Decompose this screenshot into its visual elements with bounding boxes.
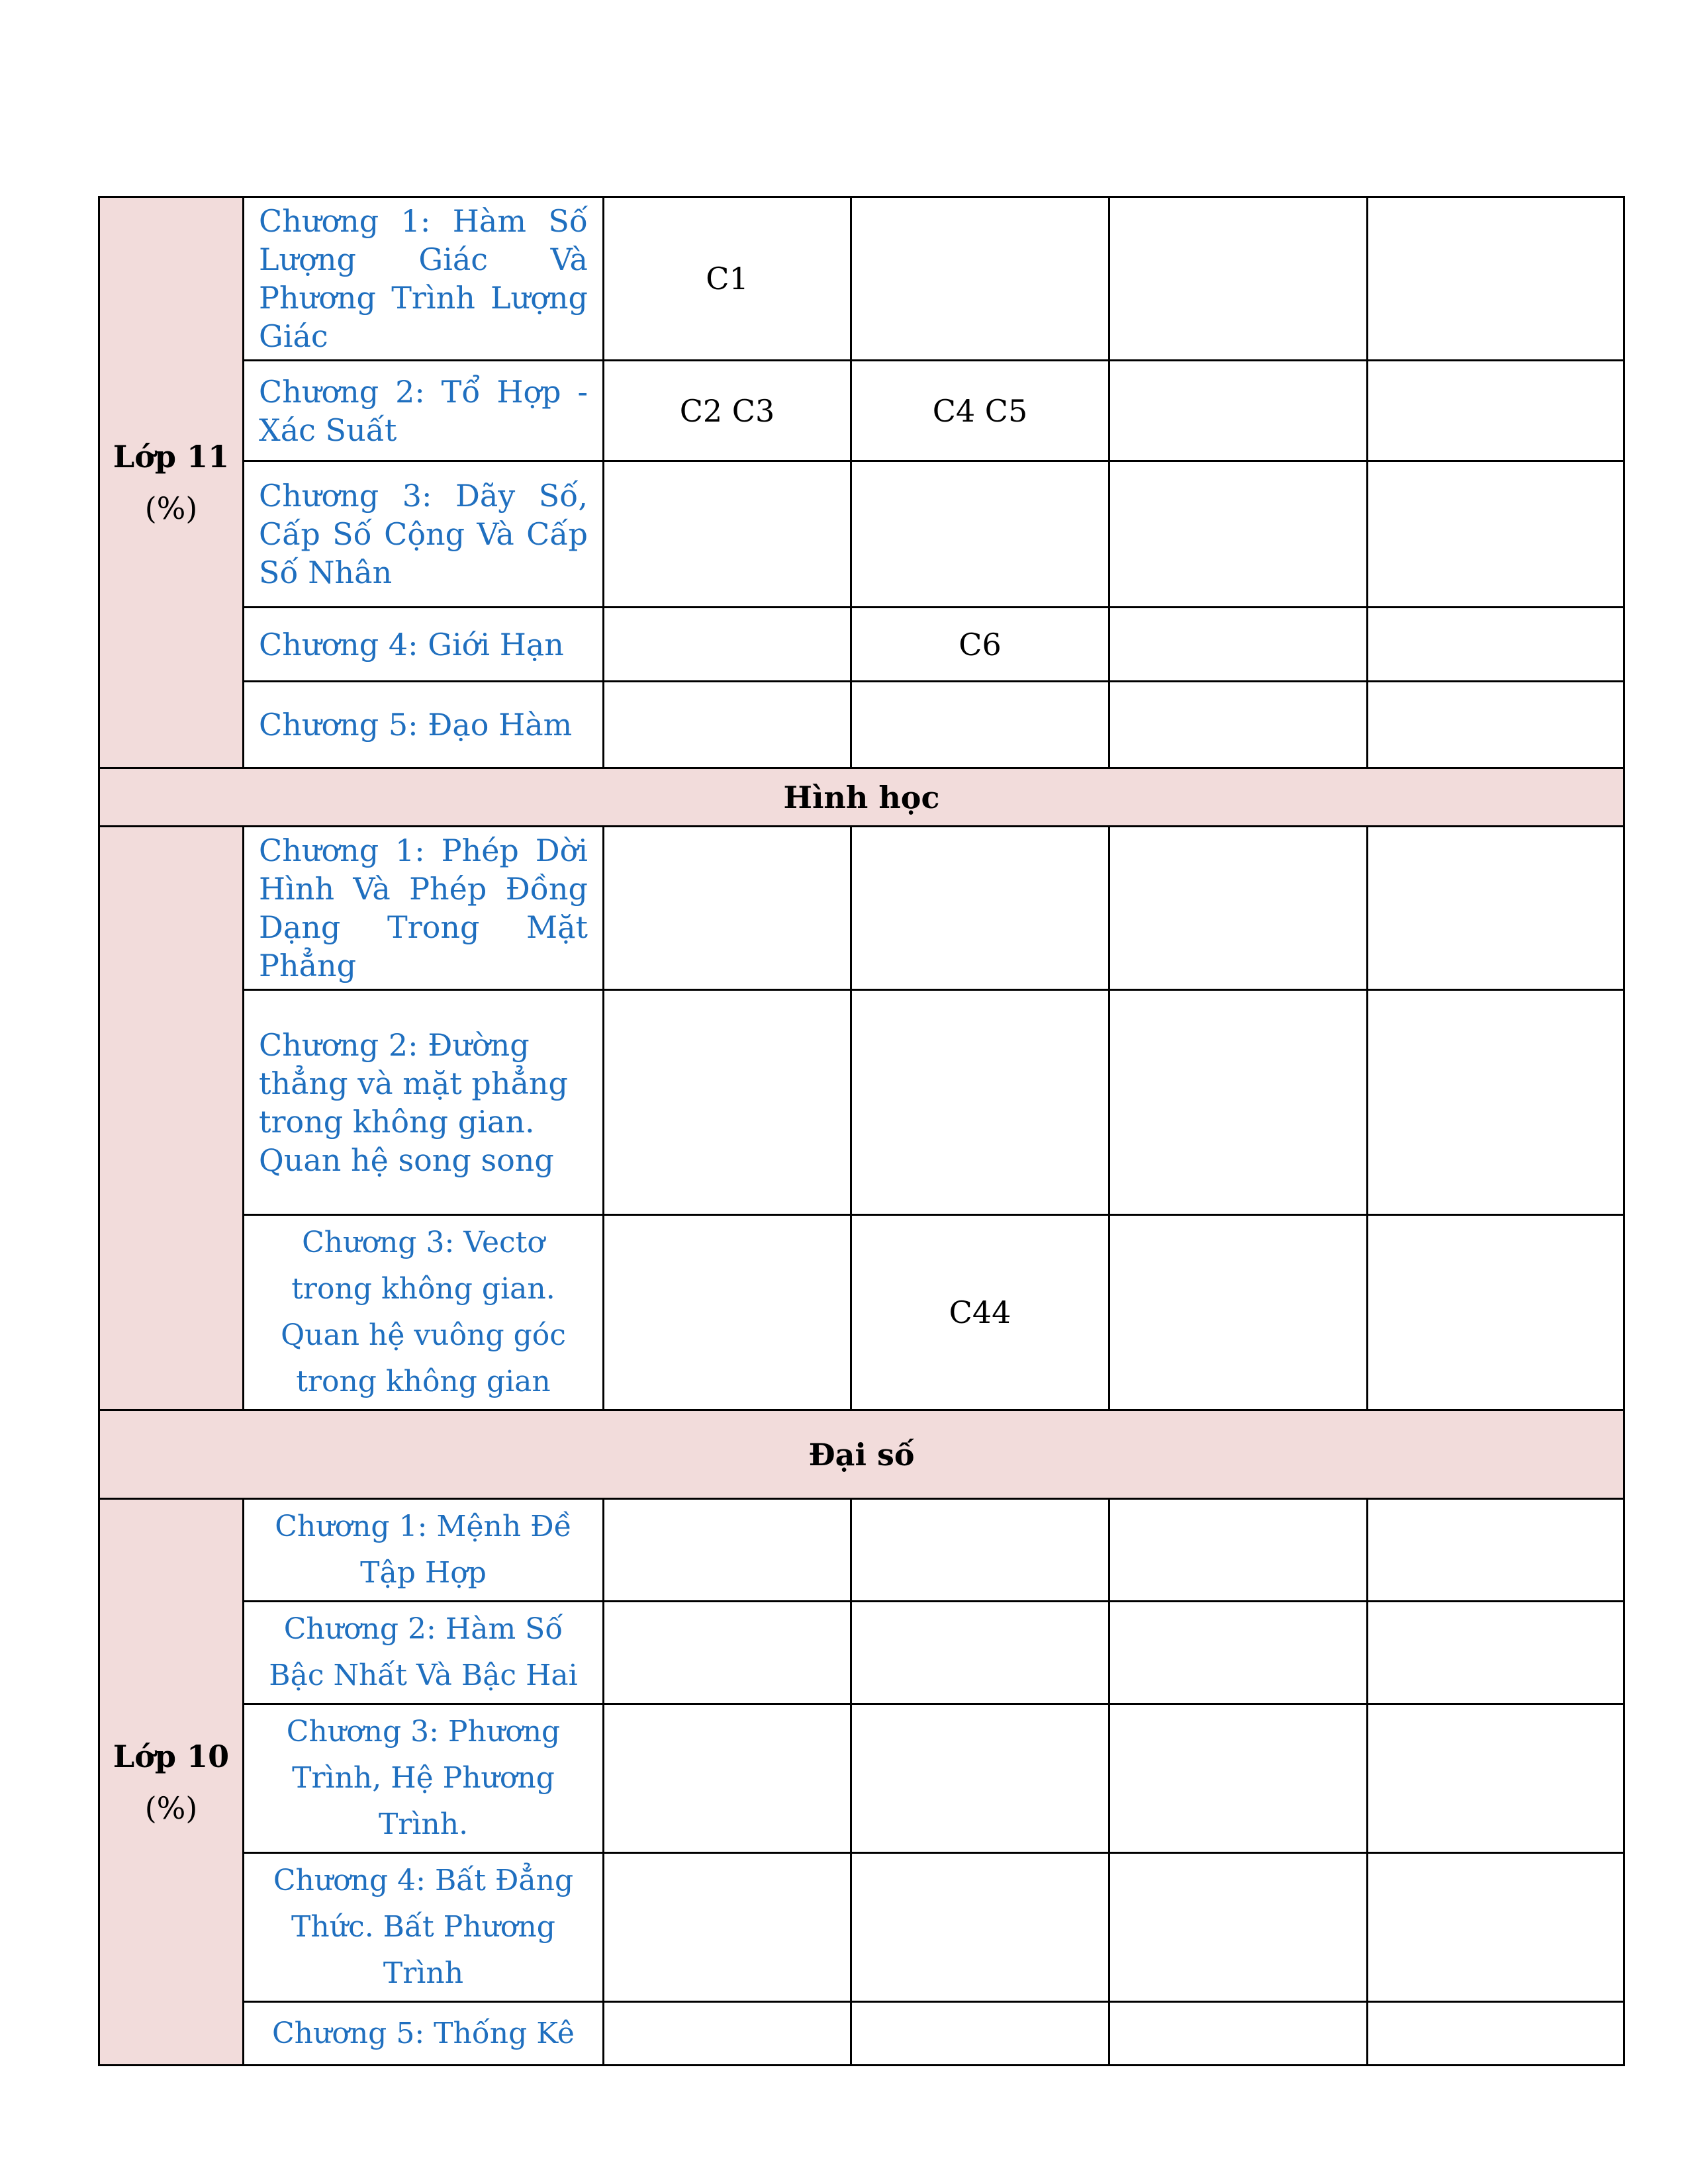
table-row (99, 827, 1624, 990)
table-row (99, 990, 1624, 1215)
section-title-hinh-hoc: Hình học (99, 768, 1624, 827)
question-cell (1368, 990, 1624, 1215)
table-row (99, 461, 1624, 608)
question-cell (1368, 1704, 1624, 1853)
question-cell: C6 (851, 608, 1109, 682)
question-cell (851, 682, 1109, 768)
question-cell (1109, 1853, 1368, 2002)
grade-title: Lớp 10 (113, 1738, 230, 1774)
question-cell: C1 (604, 197, 851, 361)
question-cell (1368, 1499, 1624, 1602)
question-cell (1368, 608, 1624, 682)
table-row (99, 1499, 1624, 1602)
table-row (99, 682, 1624, 768)
question-cell (604, 461, 851, 608)
question-cell (851, 1602, 1109, 1704)
topic-cell: Chương 5: Đạo Hàm (244, 682, 604, 768)
topic-cell: Chương 4: Giới Hạn (244, 608, 604, 682)
grade-cell-lop11 (99, 197, 244, 768)
question-cell (1109, 682, 1368, 768)
topic-cell: Chương 5: Thống Kê (244, 2002, 604, 2066)
question-cell: C4 C5 (851, 361, 1109, 461)
grade-cell-lop10 (99, 1499, 244, 2066)
table-row (99, 608, 1624, 682)
question-cell (604, 1215, 851, 1410)
question-cell (604, 1853, 851, 2002)
question-cell (1109, 608, 1368, 682)
question-cell (604, 1602, 851, 1704)
question-cell (604, 608, 851, 682)
question-cell (1368, 1602, 1624, 1704)
table-row (99, 1602, 1624, 1704)
table-row (99, 1215, 1624, 1410)
table-row (99, 1853, 1624, 2002)
table-row (99, 361, 1624, 461)
question-cell (1109, 197, 1368, 361)
topic-cell: Chương 2: Hàm Số Bậc Nhất Và Bậc Hai (244, 1602, 604, 1704)
question-cell (1109, 1499, 1368, 1602)
topic-cell: Chương 2: Tổ Hợp - Xác Suất (244, 361, 604, 461)
question-cell (1109, 1704, 1368, 1853)
question-cell (604, 2002, 851, 2066)
topic-cell: Chương 3: Dãy Số, Cấp Số Cộng Và Cấp Số Nhân (244, 461, 604, 608)
topic-cell: Chương 3: Vectơ trong không gian. Quan hệ vuông góc trong không gian (244, 1215, 604, 1410)
question-cell (851, 1499, 1109, 1602)
question-cell (1109, 1215, 1368, 1410)
table-row (99, 2002, 1624, 2066)
exam-matrix-table (98, 196, 1625, 2066)
question-cell (1109, 461, 1368, 608)
topic-cell: Chương 1: Mệnh Đề Tập Hợp (244, 1499, 604, 1602)
question-cell (1109, 1602, 1368, 1704)
question-cell: C44 (851, 1215, 1109, 1410)
question-cell (1368, 827, 1624, 990)
question-cell (1109, 361, 1368, 461)
topic-cell: Chương 3: Phương Trình, Hệ Phương Trình. (244, 1704, 604, 1853)
section-title-dai-so: Đại số (99, 1410, 1624, 1499)
question-cell (851, 461, 1109, 608)
question-cell (1109, 990, 1368, 1215)
topic-cell: Chương 2: Đường thẳng và mặt phẳng trong không gian. Quan hệ song song (244, 990, 604, 1215)
question-cell (1368, 682, 1624, 768)
question-cell (1368, 197, 1624, 361)
table-row (99, 197, 1624, 361)
question-cell (604, 1704, 851, 1853)
question-cell (1368, 1215, 1624, 1410)
question-cell (604, 682, 851, 768)
question-cell (604, 990, 851, 1215)
grade-title: Lớp 11 (113, 439, 230, 475)
grade-cell-empty (99, 827, 244, 1410)
question-cell (604, 827, 851, 990)
table-row (99, 1704, 1624, 1853)
grade-percent: (%) (144, 1790, 198, 1826)
question-cell (851, 1853, 1109, 2002)
topic-cell: Chương 1: Phép Dời Hình Và Phép Đồng Dạng Trong Mặt Phẳng (244, 827, 604, 990)
grade-percent: (%) (144, 490, 198, 526)
question-cell (851, 2002, 1109, 2066)
question-cell (1109, 2002, 1368, 2066)
question-cell (851, 197, 1109, 361)
question-cell (1368, 461, 1624, 608)
section-row (99, 768, 1624, 827)
question-cell (1368, 2002, 1624, 2066)
question-cell (851, 1704, 1109, 1853)
question-cell (1368, 1853, 1624, 2002)
section-row (99, 1410, 1624, 1499)
topic-cell: Chương 4: Bất Đẳng Thức. Bất Phương Trình (244, 1853, 604, 2002)
question-cell (1368, 361, 1624, 461)
question-cell (851, 990, 1109, 1215)
question-cell: C2 C3 (604, 361, 851, 461)
question-cell (851, 827, 1109, 990)
question-cell (604, 1499, 851, 1602)
question-cell (1109, 827, 1368, 990)
topic-cell: Chương 1: Hàm Số Lượng Giác Và Phương Trình Lượng Giác (244, 197, 604, 361)
